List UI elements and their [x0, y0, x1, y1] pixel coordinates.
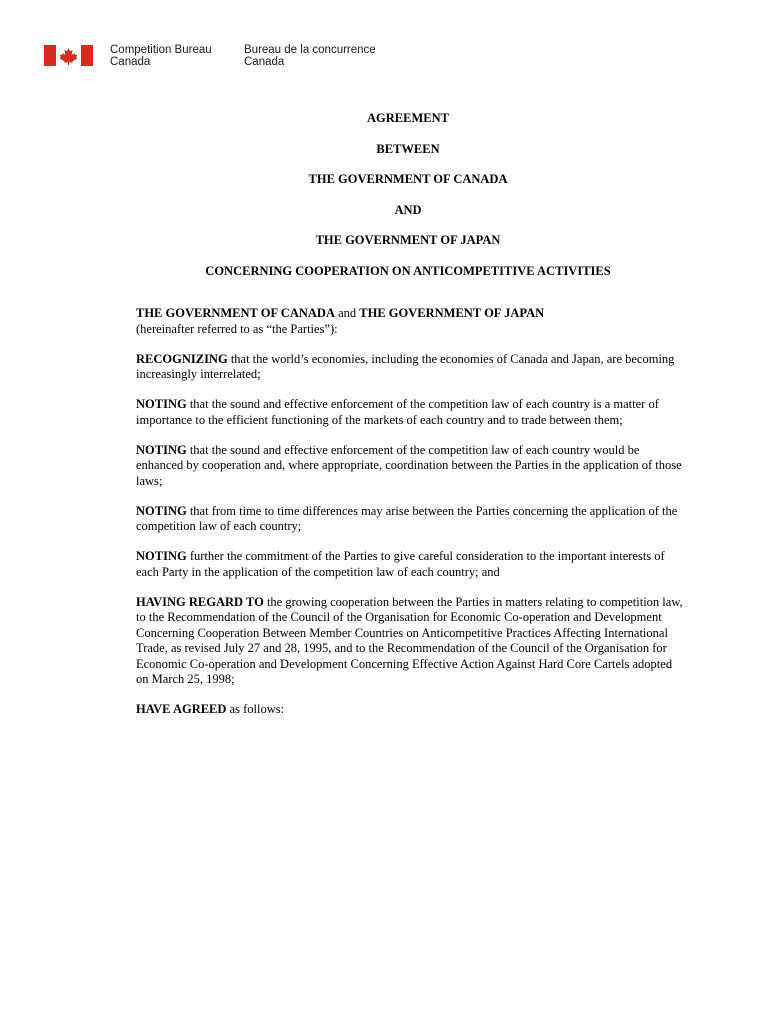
agreement-title-block — [0, 109, 770, 292]
org-fr-line2: Canada — [244, 56, 285, 68]
paragraph-text: the growing cooperation between the Parties in matters relating to competition law, to the Recommendation of the Council of the Organisation for Economic Co-operation and Development Concerning Cooperation Between Member Countries on Anticompetitive Practices Affecting International Trade, as revised July 27 and 28, 1995, and to the Recommendation of the Council of the Organisation for Economic Co-operation and Development Concerning Effective Action Against Hard Core Cartels adopted on March 25, 1998; — [136, 594, 683, 686]
title-line: CONCERNING COOPERATION ON ANTICOMPETITIVE ACTIVITIES — [205, 263, 611, 278]
paragraph-text: that the sound and effective enforcement of the competition law of each country is a matter of importance to the efficient functioning of the markets of each country and to trade between them; — [136, 397, 659, 427]
title-line: AGREEMENT — [367, 111, 449, 125]
paragraph-lead: RECOGNIZING — [136, 351, 228, 366]
org-name-english — [110, 44, 212, 68]
preamble-paragraph — [136, 504, 684, 535]
paragraph-text: (hereinafter referred to as “the Parties”): — [136, 321, 338, 336]
canada-flag-icon — [44, 45, 93, 66]
org-fr-line1: Bureau de la concurrence — [244, 44, 376, 56]
org-name-french — [244, 44, 376, 68]
paragraph-lead: NOTING — [136, 503, 187, 518]
title-line: BETWEEN — [376, 141, 440, 156]
preamble-paragraph — [136, 306, 684, 337]
paragraph-text: that from time to time differences may arise between the Parties concerning the application of the competition law of each country; — [136, 503, 678, 533]
org-en-line1: Competition Bureau — [110, 44, 212, 56]
conjunction: and — [334, 306, 360, 320]
preamble-paragraph — [136, 595, 684, 688]
title-line: THE GOVERNMENT OF CANADA — [308, 172, 508, 186]
preamble-paragraph — [136, 702, 684, 718]
title-line: AND — [394, 202, 422, 217]
paragraph-lead: NOTING — [136, 397, 187, 411]
paragraph-text: as follows: — [226, 702, 285, 716]
party-japan: THE GOVERNMENT OF JAPAN — [359, 306, 545, 320]
paragraph-text: that the sound and effective enforcement of the competition law of each country would be enhanced by cooperation and, where appropriate, coordination between the Parties in the application of those laws; — [136, 442, 682, 488]
preamble-paragraph — [136, 352, 684, 383]
paragraph-text: further the commitment of the Parties to give careful consideration to the important interests of each Party in the application of the competition law of each country; and — [136, 549, 665, 579]
title-line: THE GOVERNMENT OF JAPAN — [315, 233, 501, 247]
paragraph-lead: HAVING REGARD TO — [136, 594, 264, 609]
preamble-paragraph — [136, 397, 684, 428]
paragraph-text: that the world’s economies, including the economies of Canada and Japan, are becoming increasingly interrelated; — [136, 351, 675, 381]
party-canada: THE GOVERNMENT OF CANADA — [136, 306, 335, 320]
paragraph-lead: NOTING — [136, 549, 187, 563]
preamble-paragraph — [136, 549, 684, 580]
preamble-body — [136, 306, 684, 732]
org-en-line2: Canada — [110, 56, 151, 68]
paragraph-lead: NOTING — [136, 442, 187, 457]
page-header — [44, 44, 444, 68]
paragraph-lead: HAVE AGREED — [136, 702, 227, 716]
preamble-paragraph — [136, 443, 684, 490]
